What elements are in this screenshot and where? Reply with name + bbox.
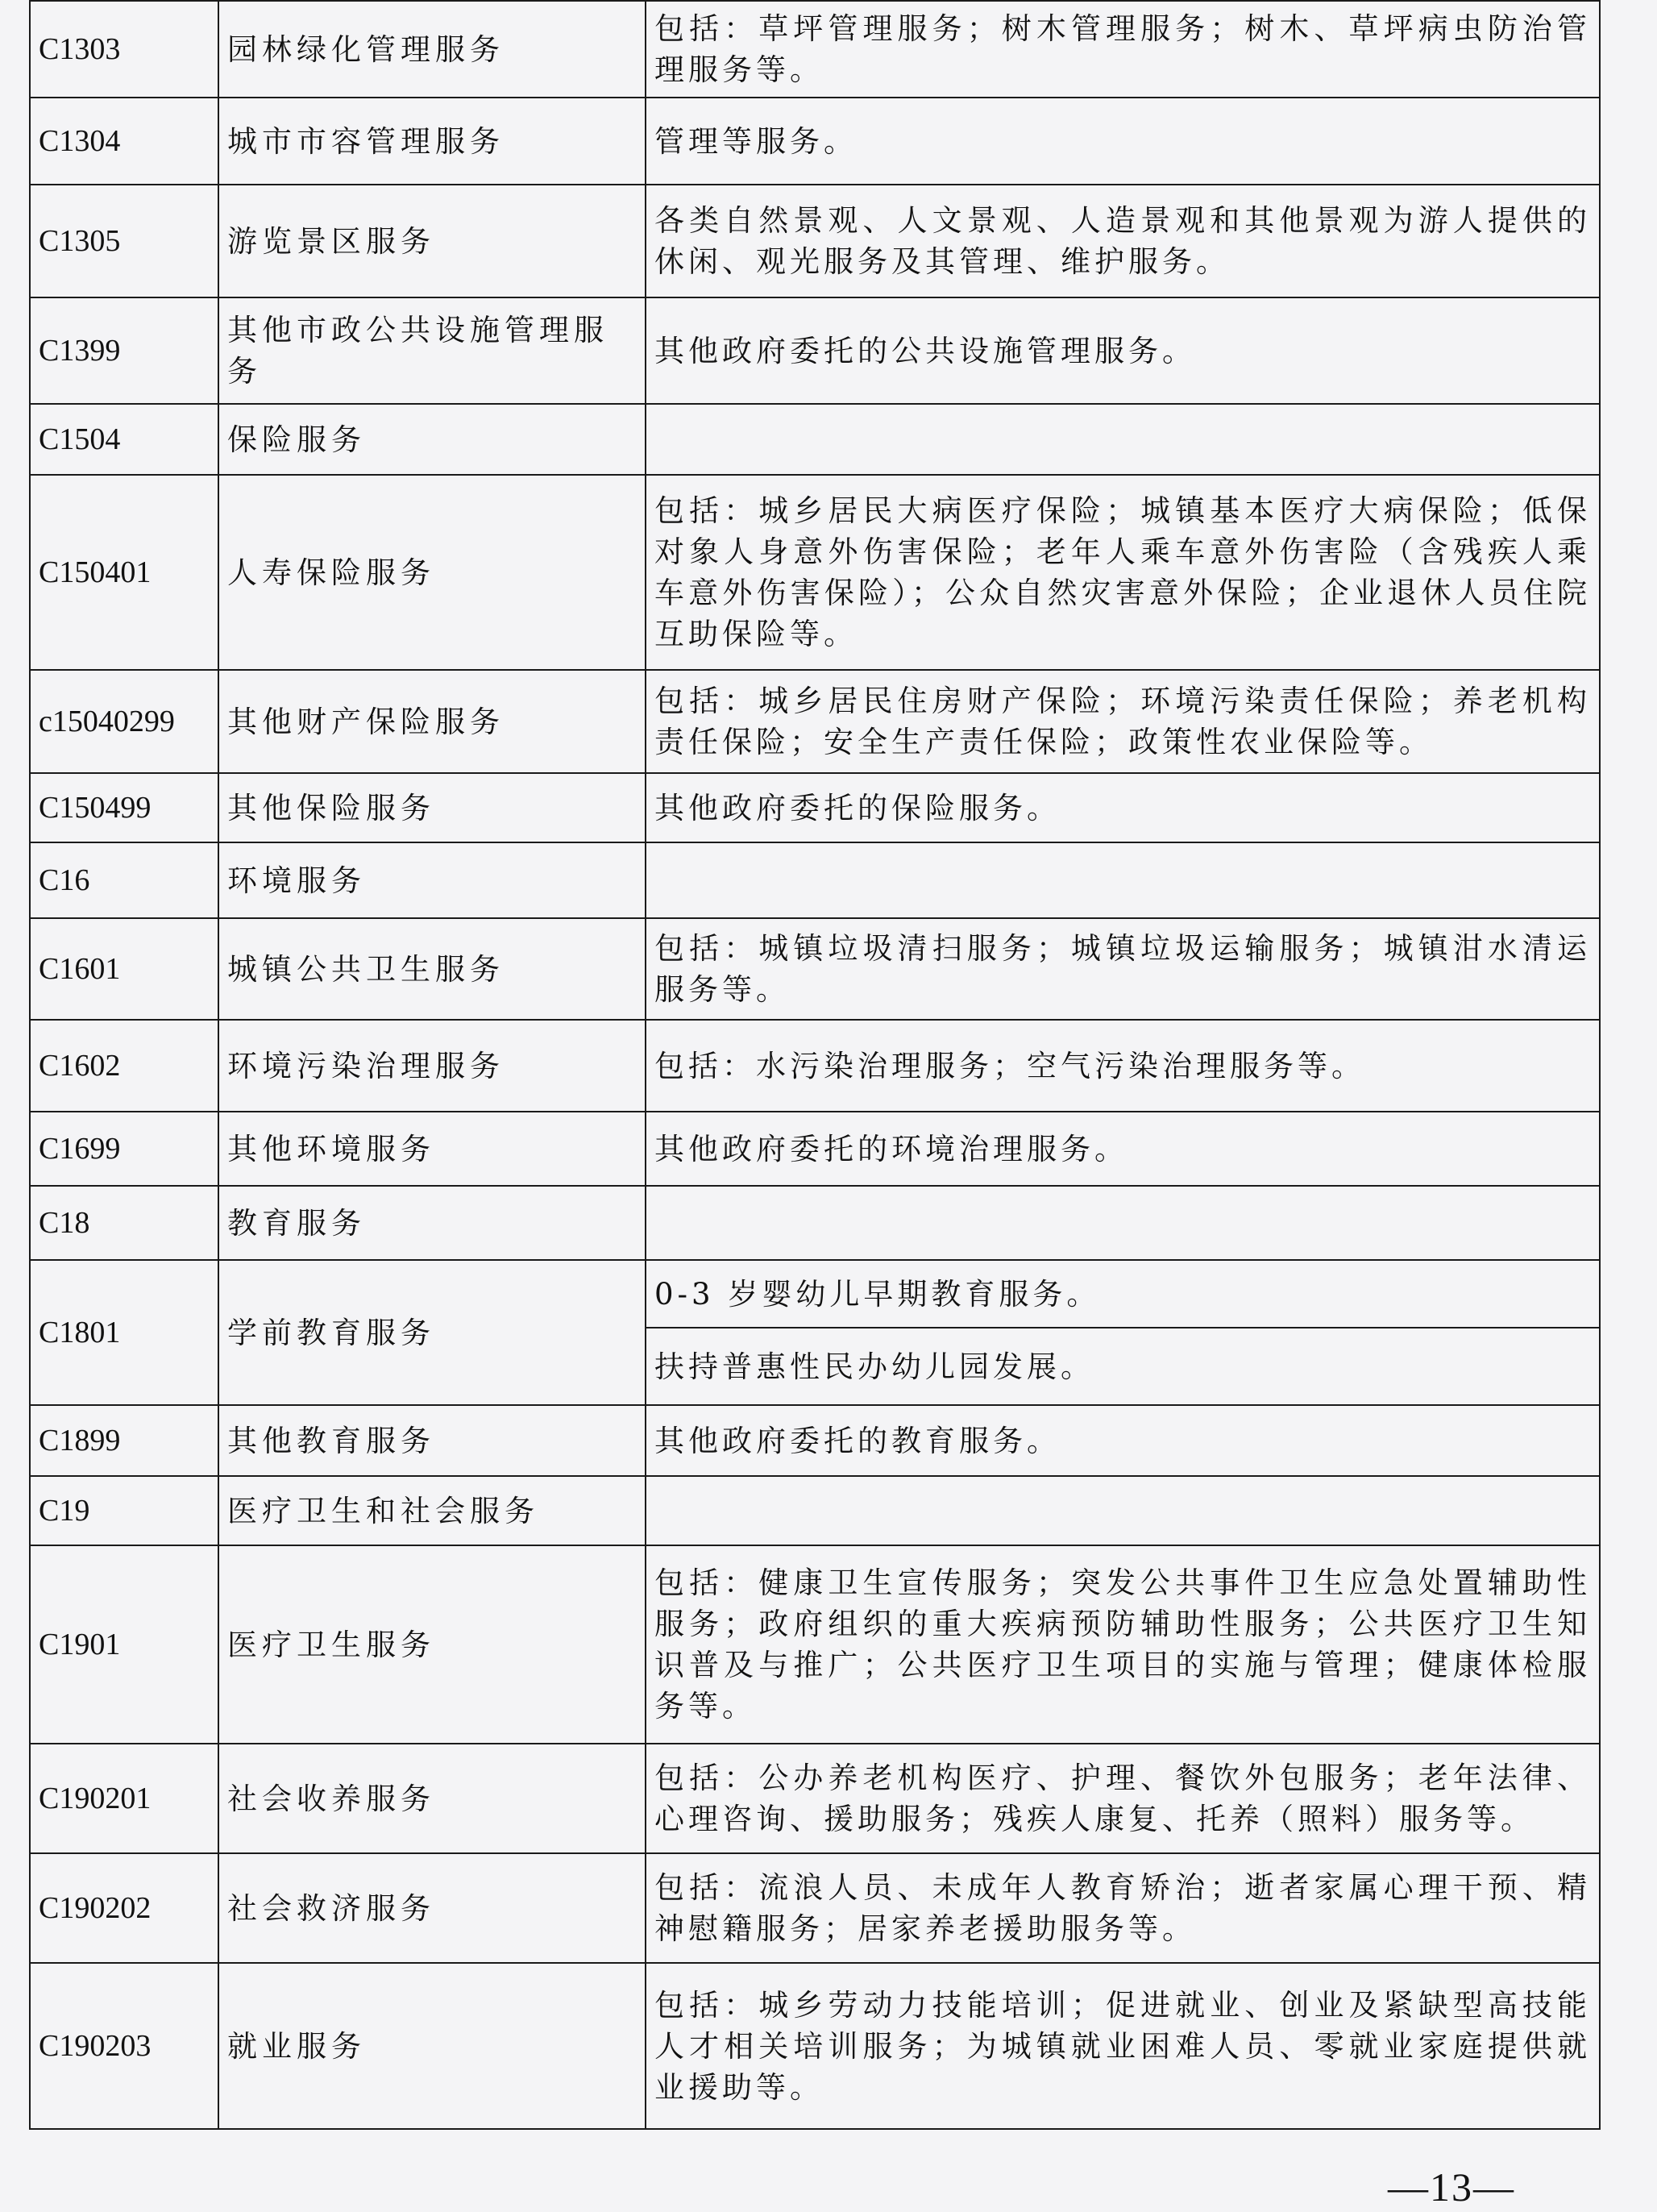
table-row — [30, 1020, 1600, 1112]
service-name: 其他环境服务 — [218, 1112, 646, 1186]
service-code: C1304 — [30, 98, 218, 185]
service-code: C1305 — [30, 185, 218, 297]
service-name: 其他教育服务 — [218, 1405, 646, 1476]
service-code: C1699 — [30, 1112, 218, 1186]
service-description: 0-3 岁婴幼儿早期教育服务。 — [646, 1260, 1600, 1328]
service-code: C1399 — [30, 297, 218, 404]
service-code: C1901 — [30, 1545, 218, 1744]
service-name: 环境污染治理服务 — [218, 1020, 646, 1112]
service-name: 其他财产保险服务 — [218, 670, 646, 773]
table-row — [30, 98, 1600, 185]
page-number: —13— — [1388, 2164, 1515, 2210]
table-row — [30, 1545, 1600, 1744]
service-description: 包括：公办养老机构医疗、护理、餐饮外包服务；老年法律、心理咨询、援助服务；残疾人康复、托养（照料）服务等。 — [646, 1744, 1600, 1853]
service-name: 保险服务 — [218, 404, 646, 475]
service-description: 包括：城乡劳动力技能培训；促进就业、创业及紧缺型高技能人才相关培训服务；为城镇就业困难人员、零就业家庭提供就业援助等。 — [646, 1963, 1600, 2129]
service-name: 医疗卫生和社会服务 — [218, 1476, 646, 1545]
service-description — [646, 404, 1600, 475]
table-row — [30, 1260, 1600, 1328]
service-name: 游览景区服务 — [218, 185, 646, 297]
service-code: C1801 — [30, 1260, 218, 1405]
service-code: C1303 — [30, 1, 218, 98]
service-description: 其他政府委托的环境治理服务。 — [646, 1112, 1600, 1186]
table-body — [30, 1, 1600, 2129]
service-code: C1504 — [30, 404, 218, 475]
service-code: C150401 — [30, 475, 218, 670]
document-page — [29, 0, 1601, 2212]
table-row — [30, 185, 1600, 297]
service-name: 社会救济服务 — [218, 1853, 646, 1963]
service-name: 社会收养服务 — [218, 1744, 646, 1853]
service-description — [646, 1476, 1600, 1545]
service-description: 包括：城镇垃圾清扫服务；城镇垃圾运输服务；城镇泔水清运服务等。 — [646, 918, 1600, 1020]
table-row — [30, 404, 1600, 475]
service-description: 包括：健康卫生宣传服务；突发公共事件卫生应急处置辅助性服务；政府组织的重大疾病预防辅助性服务；公共医疗卫生知识普及与推广；公共医疗卫生项目的实施与管理；健康体检服务等。 — [646, 1545, 1600, 1744]
service-code: C150499 — [30, 773, 218, 842]
table-row — [30, 1744, 1600, 1853]
table-row — [30, 475, 1600, 670]
table-row — [30, 1476, 1600, 1545]
service-description: 各类自然景观、人文景观、人造景观和其他景观为游人提供的休闲、观光服务及其管理、维护服务。 — [646, 185, 1600, 297]
table-row — [30, 1405, 1600, 1476]
table-row — [30, 773, 1600, 842]
service-description: 包括：水污染治理服务；空气污染治理服务等。 — [646, 1020, 1600, 1112]
service-description: 包括：城乡居民住房财产保险；环境污染责任保险；养老机构责任保险；安全生产责任保险；政策性农业保险等。 — [646, 670, 1600, 773]
service-code: C190202 — [30, 1853, 218, 1963]
service-name: 就业服务 — [218, 1963, 646, 2129]
service-description: 包括：草坪管理服务；树木管理服务；树木、草坪病虫防治管理服务等。 — [646, 1, 1600, 98]
service-code: C190203 — [30, 1963, 218, 2129]
service-code: C19 — [30, 1476, 218, 1545]
service-name: 城镇公共卫生服务 — [218, 918, 646, 1020]
table-row — [30, 1, 1600, 98]
service-name: 教育服务 — [218, 1186, 646, 1260]
service-name: 医疗卫生服务 — [218, 1545, 646, 1744]
service-code: C1899 — [30, 1405, 218, 1476]
service-code: C190201 — [30, 1744, 218, 1853]
table-row — [30, 1853, 1600, 1963]
service-name: 环境服务 — [218, 842, 646, 918]
table-row — [30, 297, 1600, 404]
table-row — [30, 1963, 1600, 2129]
service-name: 城市市容管理服务 — [218, 98, 646, 185]
service-name: 其他市政公共设施管理服务 — [218, 297, 646, 404]
service-name: 其他保险服务 — [218, 773, 646, 842]
service-name: 学前教育服务 — [218, 1260, 646, 1405]
service-name: 人寿保险服务 — [218, 475, 646, 670]
service-code: C1602 — [30, 1020, 218, 1112]
service-code: C18 — [30, 1186, 218, 1260]
table-row — [30, 1186, 1600, 1260]
service-description: 其他政府委托的保险服务。 — [646, 773, 1600, 842]
service-code: c15040299 — [30, 670, 218, 773]
service-description: 扶持普惠性民办幼儿园发展。 — [646, 1328, 1600, 1405]
service-code: C16 — [30, 842, 218, 918]
table-row — [30, 1112, 1600, 1186]
service-code: C1601 — [30, 918, 218, 1020]
service-description — [646, 1186, 1600, 1260]
service-description: 其他政府委托的公共设施管理服务。 — [646, 297, 1600, 404]
service-catalog-table — [29, 0, 1601, 2130]
service-description: 包括：城乡居民大病医疗保险；城镇基本医疗大病保险；低保对象人身意外伤害保险；老年人乘车意外伤害险（含残疾人乘车意外伤害保险）；公众自然灾害意外保险；企业退休人员住院互助保险等。 — [646, 475, 1600, 670]
table-row — [30, 918, 1600, 1020]
service-description: 其他政府委托的教育服务。 — [646, 1405, 1600, 1476]
service-description: 包括：流浪人员、未成年人教育矫治；逝者家属心理干预、精神慰籍服务；居家养老援助服务等。 — [646, 1853, 1600, 1963]
service-description — [646, 842, 1600, 918]
table-row — [30, 842, 1600, 918]
service-description: 管理等服务。 — [646, 98, 1600, 185]
table-row — [30, 670, 1600, 773]
service-name: 园林绿化管理服务 — [218, 1, 646, 98]
